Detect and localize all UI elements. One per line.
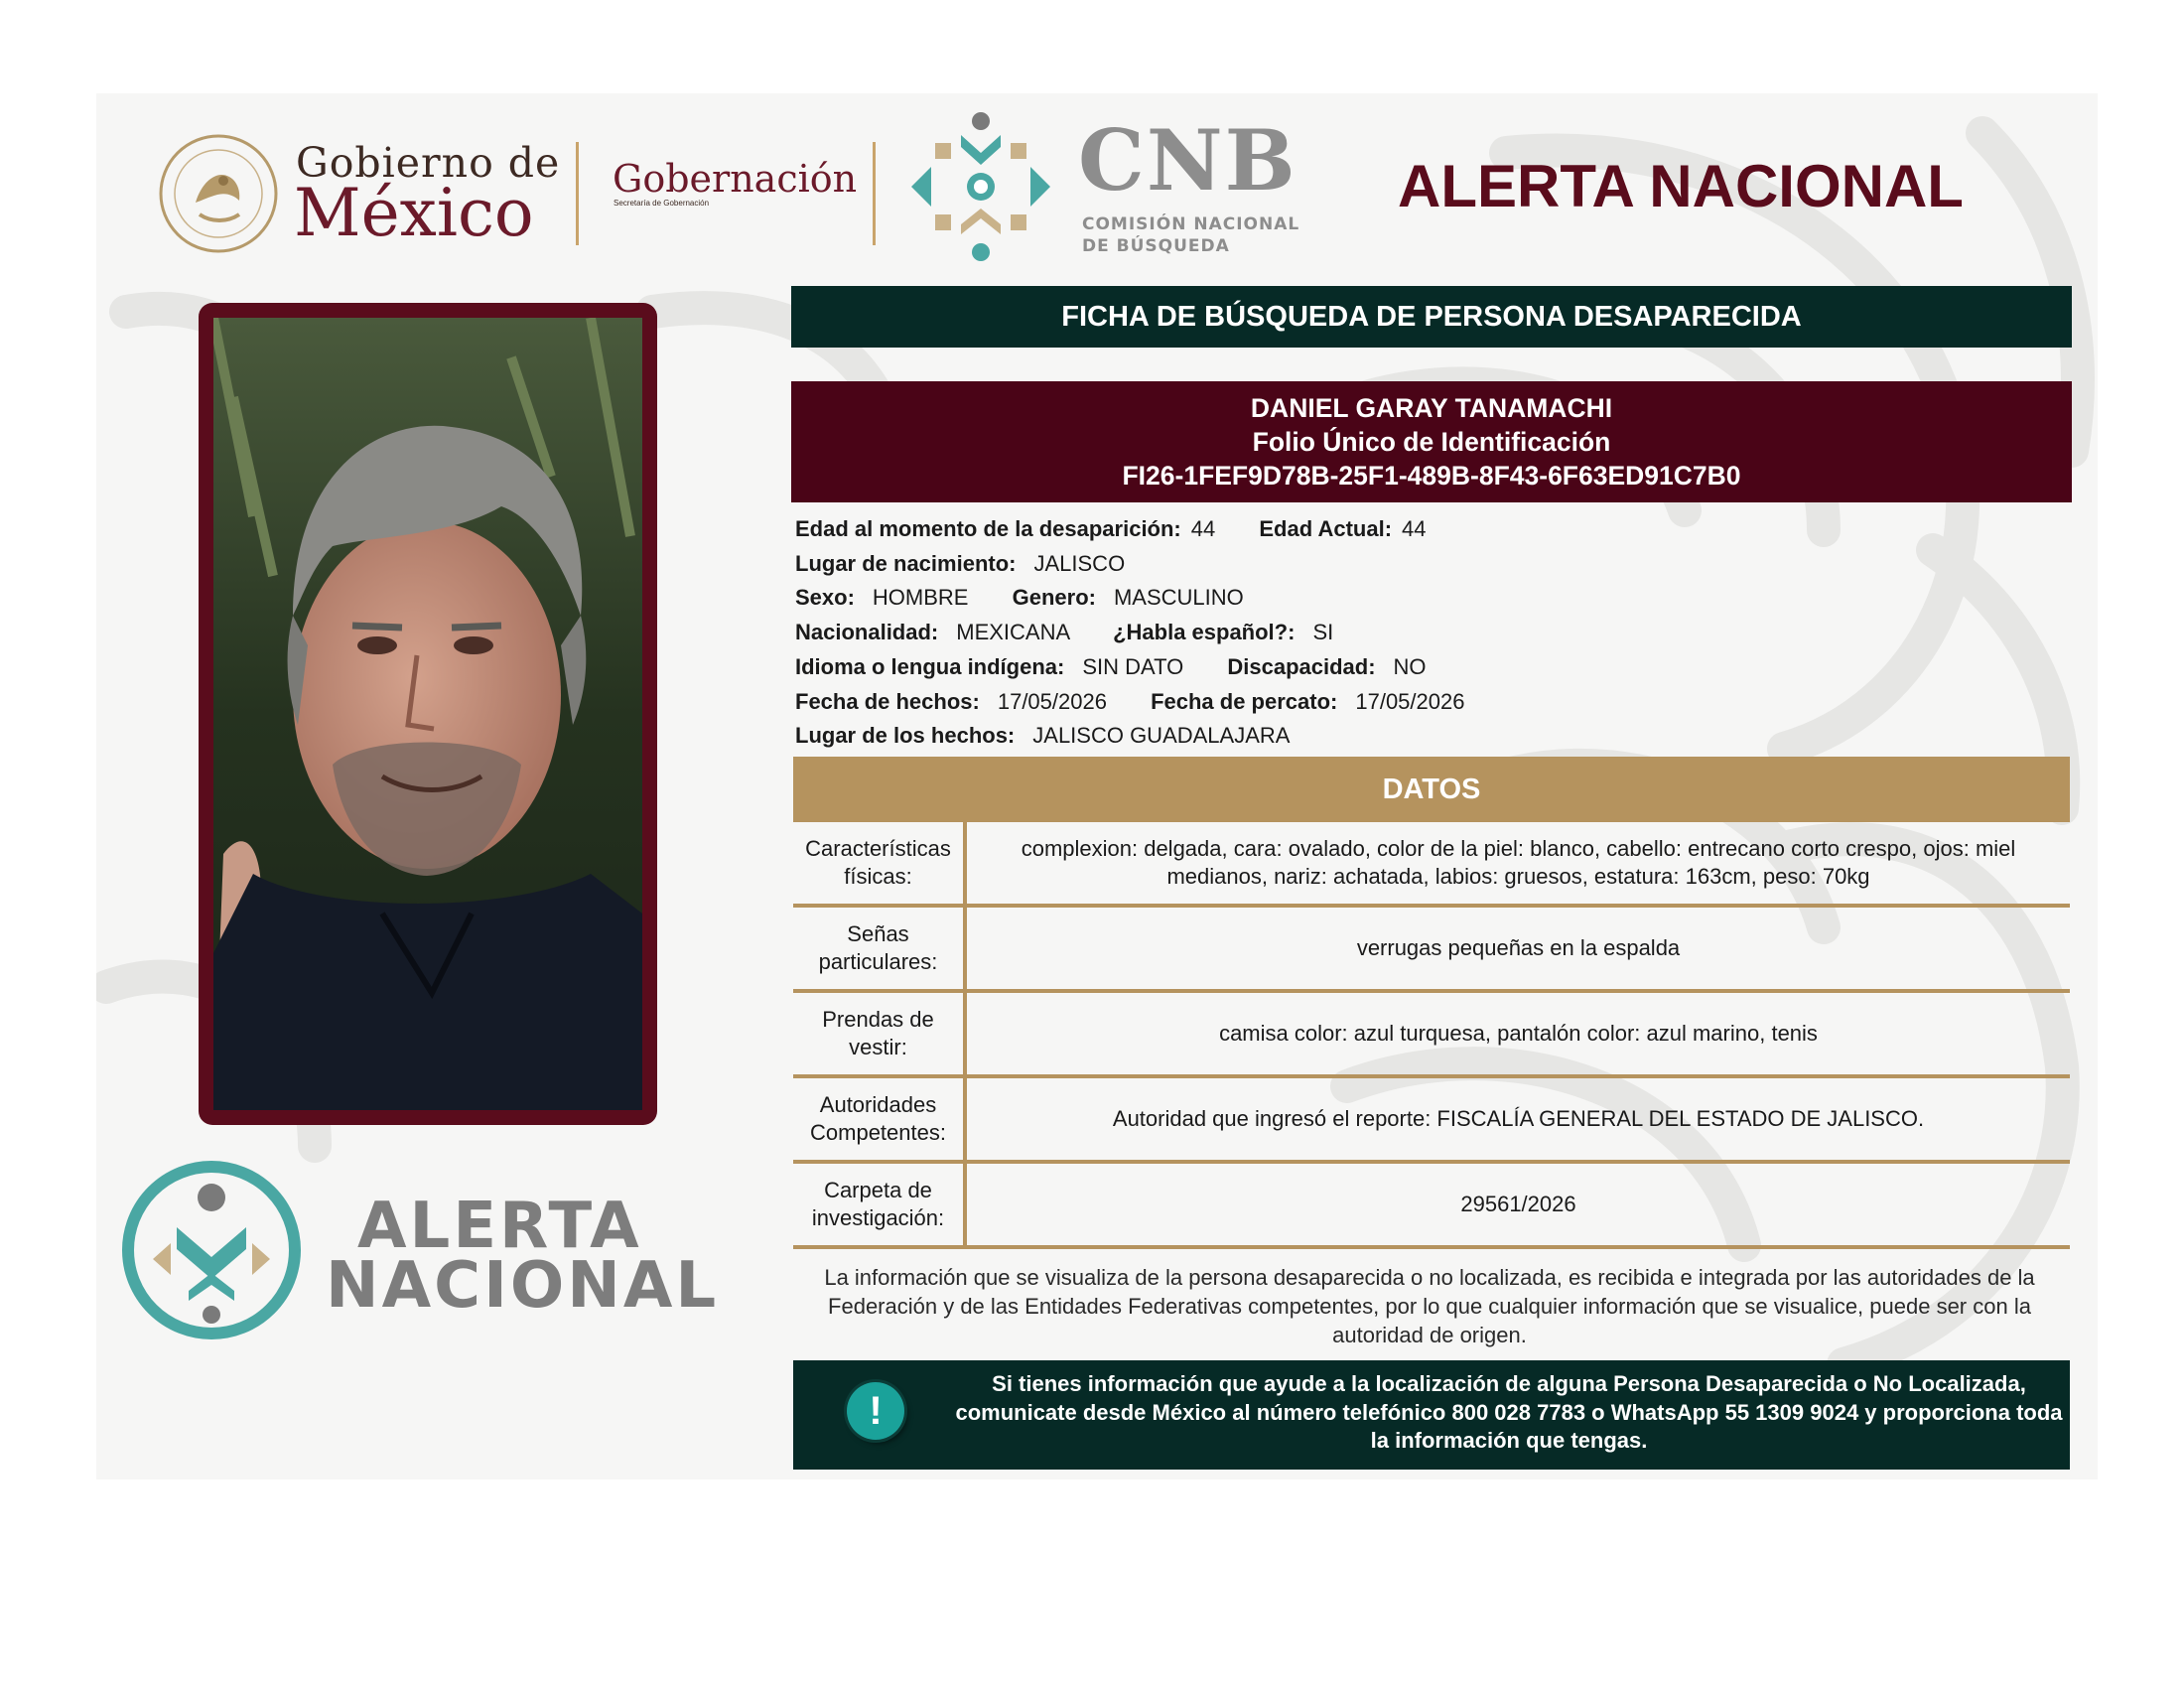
person-photo xyxy=(213,318,642,1110)
fact-label: Discapacidad: xyxy=(1227,653,1376,679)
header-divider xyxy=(576,142,579,245)
fact-label: Edad al momento de la desaparición: xyxy=(795,516,1181,541)
ficha-title: FICHA DE BÚSQUEDA DE PERSONA DESAPARECIDA xyxy=(1061,300,1802,333)
fact-row xyxy=(795,685,2066,720)
fact-label: ¿Habla español?: xyxy=(1113,620,1296,645)
gobernacion-subtitle: Secretaría de Gobernación xyxy=(614,199,710,208)
fact-row xyxy=(795,581,2066,616)
fact-label: Lugar de nacimiento: xyxy=(795,550,1017,576)
fact-label: Sexo: xyxy=(795,585,855,611)
cnb-subtitle: COMISIÓN NACIONAL DE BÚSQUEDA xyxy=(1082,214,1300,256)
contact-info-text: Si tienes información que ayude a la localización de alguna Persona Desaparecida o No Localizada, comunicate desde México al número telefónico 800 028 7783 o WhatsApp 55 1309 9024 y proporciona toda la información que tengas. xyxy=(955,1371,2063,1453)
fact-label: Nacionalidad: xyxy=(795,620,939,645)
mexico-seal-icon xyxy=(156,131,281,256)
table-row xyxy=(793,822,2070,908)
datos-title: DATOS xyxy=(1382,773,1481,805)
person-header xyxy=(791,381,2072,502)
datos-table xyxy=(793,822,2070,1249)
header-divider xyxy=(873,142,876,245)
table-row xyxy=(793,1078,2070,1164)
fact-label: Lugar de los hechos: xyxy=(795,723,1016,749)
alerta-nacional-logo-icon xyxy=(119,1158,304,1342)
fact-value: JALISCO xyxy=(1033,550,1126,576)
exclamation-icon: ! xyxy=(847,1382,904,1440)
fact-value: SIN DATO xyxy=(1082,653,1184,679)
gobernacion-text: Gobernación xyxy=(613,157,858,201)
folio-value: FI26-1FEF9D78B-25F1-489B-8F43-6F63ED91C7B0 xyxy=(1122,461,1741,491)
mexico-text: México xyxy=(294,175,534,251)
ficha-title-bar xyxy=(791,286,2072,348)
folio-label: Folio Único de Identificación xyxy=(1252,427,1611,457)
fact-row xyxy=(795,650,2066,685)
person-photo-image xyxy=(213,318,642,1110)
row-label: Señas particulares: xyxy=(793,908,967,989)
fact-value: 44 xyxy=(1402,516,1427,541)
fact-value: NO xyxy=(1393,653,1427,679)
row-label: Prendas de vestir: xyxy=(793,993,967,1074)
fact-value: 17/05/2026 xyxy=(1355,688,1465,714)
row-value: verrugas pequeñas en la espalda xyxy=(1356,935,1681,960)
row-label: Características físicas: xyxy=(793,822,967,904)
row-value: Autoridad que ingresó el reporte: FISCALÍA GENERAL DEL ESTADO DE JALISCO. xyxy=(1112,1106,1925,1131)
datos-header xyxy=(793,757,2070,822)
fact-label: Genero: xyxy=(1012,585,1096,611)
fact-value: MEXICANA xyxy=(956,620,1069,645)
fact-value: MASCULINO xyxy=(1113,585,1244,611)
alerta-logo-line1: ALERTA xyxy=(357,1190,642,1263)
person-facts xyxy=(795,512,2066,754)
row-value: 29561/2026 xyxy=(1460,1192,1576,1216)
fact-label: Fecha de hechos: xyxy=(795,688,980,714)
person-name: DANIEL GARAY TANAMACHI xyxy=(1250,393,1613,423)
row-value: complexion: delgada, cara: ovalado, color de la piel: blanco, cabello: entrecano corto crespo, ojos: miel medianos, nariz: achatada, labios: gruesos, estatura: 163cm, peso: 70kg xyxy=(1021,836,2016,889)
fact-row xyxy=(795,512,2066,547)
fact-label: Idioma o lengua indígena: xyxy=(795,653,1065,679)
fact-label: Edad Actual: xyxy=(1259,516,1393,541)
fact-row xyxy=(795,719,2066,754)
fact-label: Fecha de percato: xyxy=(1151,688,1338,714)
disclaimer-text: La información que se visualiza de la persona desaparecida o no localizada, es recibida e integrada por las autoridades de la Federación y de las Entidades Federativas competentes, por lo que cualquier información que se visualice, puede ser con la autoridad de origen. xyxy=(824,1265,2035,1347)
fact-value: 17/05/2026 xyxy=(997,688,1107,714)
row-label: Autoridades Competentes: xyxy=(793,1078,967,1160)
row-value: camisa color: azul turquesa, pantalón color: azul marino, tenis xyxy=(1219,1021,1818,1046)
fact-row xyxy=(795,616,2066,650)
fact-row xyxy=(795,547,2066,582)
fact-value: SI xyxy=(1312,620,1334,645)
table-row xyxy=(793,993,2070,1078)
alerta-logo-line2: NACIONAL xyxy=(326,1249,720,1323)
alerta-nacional-title: ALERTA NACIONAL xyxy=(1398,153,1964,219)
fact-value: HOMBRE xyxy=(872,585,969,611)
fact-value: JALISCO GUADALAJARA xyxy=(1032,723,1291,749)
row-label: Carpeta de investigación: xyxy=(793,1164,967,1245)
cnb-logo-icon xyxy=(903,107,1058,266)
fact-value: 44 xyxy=(1190,516,1216,541)
cnb-text: CNB xyxy=(1078,111,1297,210)
gobierno-de-text: Gobierno de xyxy=(296,139,561,187)
table-row xyxy=(793,1164,2070,1249)
table-row xyxy=(793,908,2070,993)
